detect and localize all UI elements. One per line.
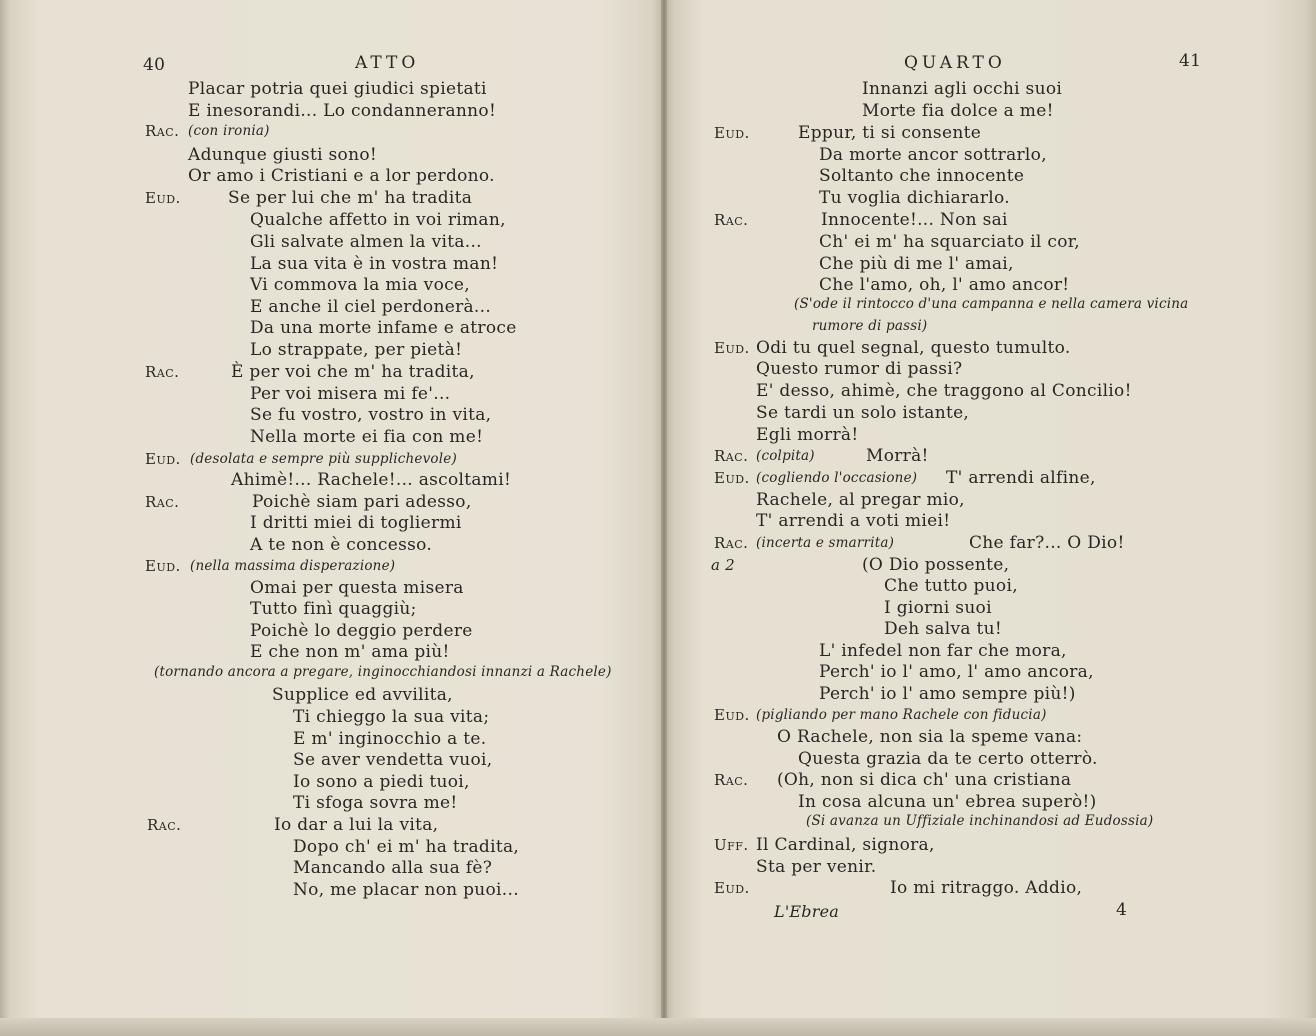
stage-direction: (pigliando per mano Rachele con fiducia) — [756, 707, 1047, 723]
verse-line: O Rachele, non sia la speme vana: — [777, 727, 1083, 747]
verse-line: Deh salva tu! — [884, 619, 1002, 639]
verse-line: Il Cardinal, signora, — [756, 835, 935, 855]
speaker-label: Eud. — [714, 469, 750, 487]
verse-line: Soltanto che innocente — [819, 166, 1025, 186]
verse-line: Gli salvate almen la vita... — [250, 232, 482, 252]
verse-line: Che l'amo, oh, l' amo ancor! — [819, 275, 1070, 295]
page-number: 41 — [1179, 51, 1202, 71]
speaker-label: Eud. — [714, 124, 750, 142]
speaker-label: Eud. — [145, 450, 181, 468]
verse-line: Che far?... O Dio! — [969, 533, 1125, 553]
verse-line: No, me placar non puoi... — [293, 880, 519, 900]
verse-line: Supplice ed avvilita, — [272, 685, 453, 705]
verse-line: E che non m' ama più! — [250, 642, 450, 662]
speaker-label: Rac. — [147, 816, 182, 834]
speaker-label: Rac. — [714, 534, 749, 552]
verse-line: Perch' io l' amo sempre più!) — [819, 684, 1076, 704]
verse-line: Lo strappate, per pietà! — [250, 340, 463, 360]
speaker-label: Rac. — [714, 211, 749, 229]
speaker-label: Eud. — [145, 189, 181, 207]
verse-line: Morte fia dolce a me! — [862, 101, 1054, 121]
verse-line: Ahimè!... Rachele!... ascoltami! — [231, 470, 512, 490]
verse-line: Eppur, ti si consente — [798, 123, 982, 143]
verse-line: I giorni suoi — [884, 598, 992, 618]
speaker-label: Rac. — [145, 363, 180, 381]
stage-direction: (tornando ancora a pregare, inginocchiandosi innanzi a Rachele) — [154, 664, 612, 680]
verse-line: Rachele, al pregar mio, — [756, 490, 965, 510]
stage-direction: (desolata e sempre più supplichevole) — [190, 451, 457, 467]
speaker-label: Rac. — [145, 122, 180, 140]
verse-line: Morrà! — [866, 446, 929, 466]
verse-line: Per voi misera mi fe'... — [250, 384, 451, 404]
verse-line: A te non è concesso. — [250, 535, 433, 555]
verse-line: È per voi che m' ha tradita, — [231, 362, 475, 382]
verse-line: Questa grazia da te certo otterrò. — [798, 749, 1098, 769]
verse-line: Da morte ancor sottrarlo, — [819, 145, 1047, 165]
verse-line: Ti chieggo la sua vita; — [293, 707, 490, 727]
verse-line: Qualche affetto in voi riman, — [250, 210, 506, 230]
verse-line: Questo rumor di passi? — [756, 359, 963, 379]
verse-line: Tutto finì quaggiù; — [250, 599, 417, 619]
verse-line: Se tardi un solo istante, — [756, 403, 970, 423]
running-head: QUARTO — [904, 53, 1006, 73]
verse-line: Odi tu quel segnal, questo tumulto. — [756, 338, 1071, 358]
verse-line: Ch' ei m' ha squarciato il cor, — [819, 232, 1080, 252]
verse-line: Io sono a piedi tuoi, — [293, 772, 470, 792]
verse-line: Nella morte ei fia con me! — [250, 427, 484, 447]
speaker-label: a 2 — [711, 556, 735, 574]
verse-line: Da una morte infame e atroce — [250, 318, 517, 338]
speaker-label: Rac. — [145, 493, 180, 511]
verse-line: Se per lui che m' ha tradita — [228, 188, 473, 208]
verse-line: Che più di me l' amai, — [819, 254, 1014, 274]
verse-line: Or amo i Cristiani e a lor perdono. — [188, 166, 495, 186]
verse-line: Tu voglia dichiararlo. — [819, 188, 1010, 208]
verse-line: Io dar a lui la vita, — [274, 815, 439, 835]
verse-line: Poichè lo deggio perdere — [250, 621, 473, 641]
speaker-label: Eud. — [714, 706, 750, 724]
stage-direction: (incerta e smarrita) — [756, 535, 895, 551]
verse-line: T' arrendi a voti miei! — [756, 511, 951, 531]
page-bottom-edge — [0, 1018, 1316, 1036]
speaker-label: Eud. — [145, 557, 181, 575]
verse-line: Vi commova la mia voce, — [250, 275, 470, 295]
verse-line: In cosa alcuna un' ebrea superò!) — [798, 792, 1097, 812]
stage-direction: (cogliendo l'occasione) — [756, 470, 918, 486]
stage-direction: rumore di passi) — [812, 318, 928, 334]
verse-line: Innanzi agli occhi suoi — [862, 79, 1063, 99]
stage-direction: (nella massima disperazione) — [190, 558, 396, 574]
verse-line: Io mi ritraggo. Addio, — [890, 878, 1083, 898]
verse-line: (Oh, non si dica ch' una cristiana — [777, 770, 1072, 790]
speaker-label: Eud. — [714, 339, 750, 357]
footer-title: L'Ebrea — [774, 902, 840, 921]
verse-line: Sta per venir. — [756, 857, 877, 877]
verse-line: Omai per questa misera — [250, 578, 464, 598]
verse-line: Innocente!... Non sai — [821, 210, 1008, 230]
book-gutter — [661, 0, 667, 1036]
verse-line: Adunque giusti sono! — [188, 145, 377, 165]
verse-line: Dopo ch' ei m' ha tradita, — [293, 837, 520, 857]
stage-direction: (S'ode il rintocco d'una campanna e nella camera vicina — [794, 296, 1189, 312]
speaker-label: Rac. — [714, 447, 749, 465]
verse-line: Poichè siam pari adesso, — [252, 492, 472, 512]
verse-line: Mancando alla sua fè? — [293, 858, 493, 878]
right-page — [664, 0, 1316, 1036]
verse-line: E m' inginocchio a te. — [293, 729, 487, 749]
page-number: 40 — [143, 55, 166, 75]
verse-line: La sua vita è in vostra man! — [250, 254, 499, 274]
verse-line: (O Dio possente, — [862, 555, 1010, 575]
signature-mark: 4 — [1116, 900, 1128, 920]
speaker-label: Uff. — [714, 836, 749, 854]
verse-line: T' arrendi alfine, — [946, 468, 1096, 488]
verse-line: Che tutto puoi, — [884, 576, 1018, 596]
stage-direction: (Si avanza un Uffiziale inchinandosi ad Eudossia) — [806, 813, 1154, 829]
verse-line: Egli morrà! — [756, 425, 859, 445]
verse-line: Placar potria quei giudici spietati — [188, 79, 487, 99]
speaker-label: Rac. — [714, 771, 749, 789]
verse-line: E anche il ciel perdonerà... — [250, 297, 492, 317]
stage-direction: (colpita) — [756, 448, 815, 464]
verse-line: Ti sfoga sovra me! — [293, 793, 458, 813]
verse-line: Se aver vendetta vuoi, — [293, 750, 493, 770]
stage-direction: (con ironia) — [188, 123, 270, 139]
verse-line: I dritti miei di togliermi — [250, 513, 462, 533]
verse-line: E' desso, ahimè, che traggono al Concilio! — [756, 381, 1132, 401]
verse-line: L' infedel non far che mora, — [819, 641, 1067, 661]
verse-line: Perch' io l' amo, l' amo ancora, — [819, 662, 1094, 682]
speaker-label: Eud. — [714, 879, 750, 897]
running-head: ATTO — [355, 53, 420, 73]
verse-line: Se fu vostro, vostro in vita, — [250, 405, 492, 425]
verse-line: E inesorandi... Lo condanneranno! — [188, 101, 497, 121]
